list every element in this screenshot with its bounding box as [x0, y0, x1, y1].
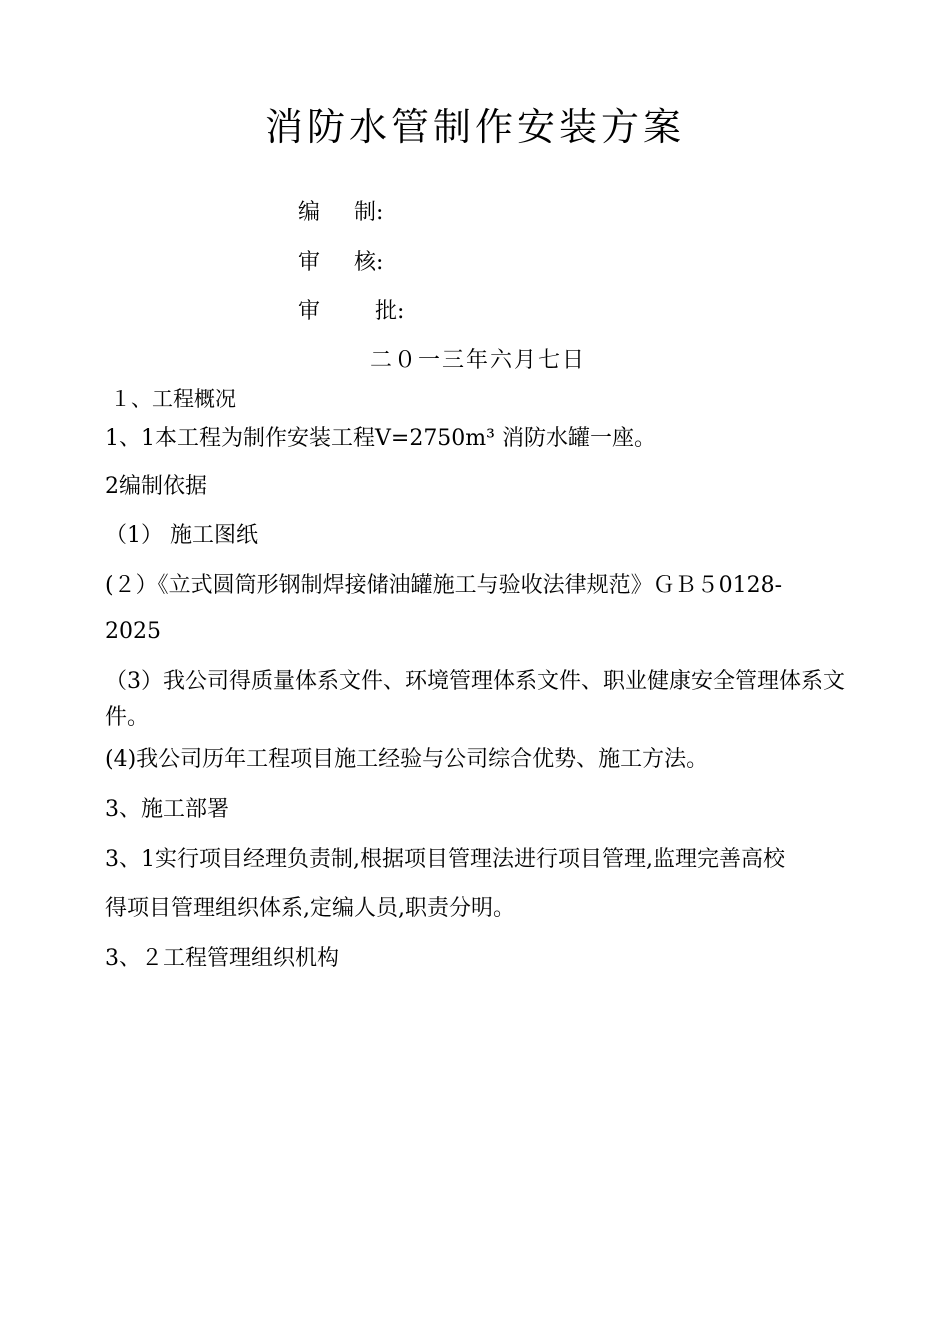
section-heading: １、工程概况: [110, 387, 236, 411]
signature-label-char: 编: [298, 200, 321, 225]
paragraph: 3、1实行项目经理负责制,根据项目管理法进行项目管理,监理完善高校: [105, 847, 785, 872]
paragraph: 1、1本工程为制作安装工程V=2750m³ 消防水罐一座。: [105, 426, 656, 451]
paragraph-continuation: 得项目管理组织体系,定编人员,职责分明。: [105, 896, 515, 921]
document-date: 二０一三年六月七日: [370, 348, 587, 373]
section-heading: 2编制依据: [105, 474, 207, 499]
list-item-continuation: 2025: [105, 619, 161, 644]
signature-label-char: 审: [298, 299, 321, 324]
list-item: (4)我公司历年工程项目施工经验与公司综合优势、施工方法。: [105, 747, 709, 772]
signature-line-approver: [298, 294, 404, 325]
subsection-heading: 3、２工程管理组织机构: [105, 946, 339, 971]
signature-label-char: 制:: [354, 200, 384, 225]
list-item: （1） 施工图纸: [105, 523, 258, 548]
list-item: （3）我公司得质量体系文件、环境管理体系文件、职业健康安全管理体系文件。: [105, 669, 845, 730]
document-title: 消防水管制作安装方案: [264, 105, 685, 149]
list-item: (２）《立式圆筒形钢制焊接储油罐施工与验收法律规范》ＧＢ５0128-: [105, 573, 783, 598]
signature-label-char: 批:: [368, 299, 405, 324]
signature-label-char: 审: [298, 250, 321, 275]
signature-label-char: 核:: [354, 250, 384, 275]
signature-line-reviewer: [298, 245, 383, 276]
signature-line-compiler: [298, 195, 383, 226]
section-heading: 3、施工部署: [105, 797, 229, 822]
